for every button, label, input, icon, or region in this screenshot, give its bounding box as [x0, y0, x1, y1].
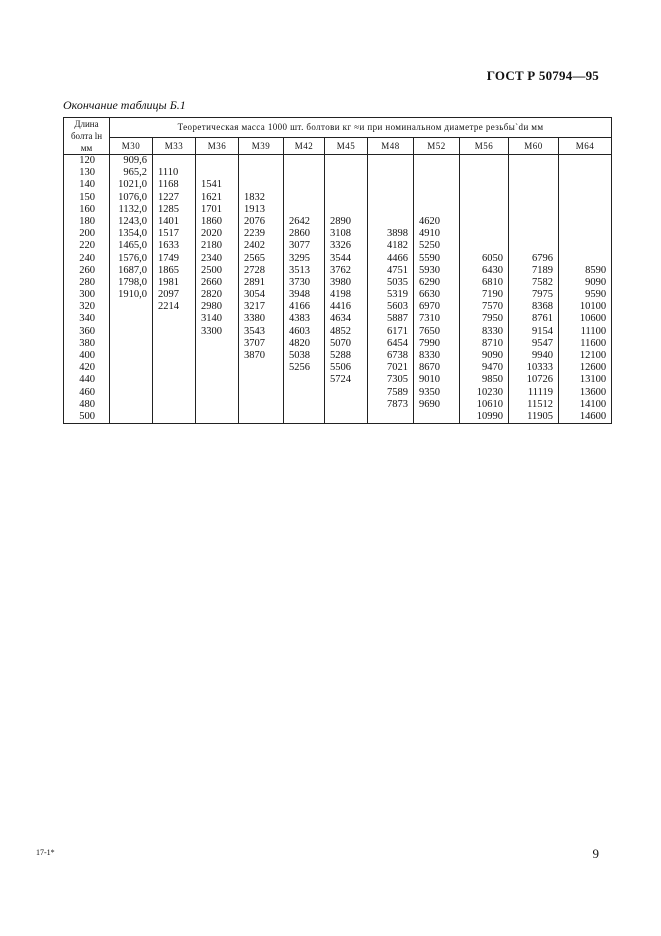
mass-value: 1227: [158, 191, 179, 203]
length-value: 440: [79, 374, 95, 386]
mass-value: 5930: [419, 264, 440, 276]
mass-column: [460, 155, 509, 424]
length-value: 140: [79, 179, 95, 191]
mass-value: 1798,0: [118, 276, 147, 288]
mass-column: [196, 155, 239, 424]
empty-cell: [325, 167, 367, 179]
mass-column: [284, 155, 325, 424]
mass-value: 1168: [158, 179, 179, 191]
empty-cell: [414, 155, 459, 167]
length-value: 220: [79, 240, 95, 252]
mass-value: 3948: [289, 289, 310, 301]
mass-column: [559, 155, 612, 424]
diameter-header-33: М33: [153, 137, 196, 154]
mass-value: 4383: [289, 313, 310, 325]
mass-value: 13600: [579, 386, 607, 398]
mass-value: 10100: [579, 301, 607, 313]
length-column: [64, 155, 110, 424]
length-value: 120: [79, 155, 95, 166]
mass-value: 8330: [419, 350, 440, 361]
length-value: 360: [79, 325, 95, 337]
empty-cell: [414, 179, 459, 191]
length-value: 180: [79, 215, 95, 227]
mass-value: 8368: [532, 301, 553, 313]
empty-cell: [460, 228, 508, 240]
diameter-header-30: М30: [110, 137, 153, 154]
document-standard-number: ГОСТ Р 50794—95: [486, 68, 599, 83]
diameter-header-56: М56: [460, 137, 509, 154]
empty-cell: [460, 179, 508, 191]
empty-cell: [509, 228, 558, 240]
mass-value: 4634: [330, 313, 351, 325]
empty-cell: [559, 253, 611, 265]
mass-value: 9010: [419, 374, 440, 386]
mass-value: 7582: [532, 276, 553, 288]
table-body-row: [64, 155, 612, 424]
mass-value: 4466: [387, 252, 408, 264]
mass-value: 7873: [387, 398, 408, 410]
mass-value: 1576,0: [118, 252, 147, 264]
mass-value: 3054: [244, 289, 265, 301]
mass-value: 3380: [244, 313, 265, 325]
diameter-header-64: М64: [559, 137, 612, 154]
mass-value: 5288: [330, 350, 351, 361]
length-value: 380: [79, 337, 95, 349]
mass-value: 1981: [158, 276, 179, 288]
diameter-header-39: М39: [239, 137, 284, 154]
length-value: 400: [79, 350, 95, 361]
mass-value: 2340: [201, 252, 222, 264]
mass-value: 5724: [330, 374, 351, 386]
mass-value: 14100: [579, 398, 607, 410]
mass-value: 4820: [289, 337, 310, 349]
empty-cell: [460, 192, 508, 204]
mass-value: 7189: [532, 264, 553, 276]
empty-cell: [559, 240, 611, 252]
page-number: 9: [592, 846, 599, 861]
mass-value: 7190: [482, 289, 503, 301]
length-value: 200: [79, 228, 95, 240]
mass-column: [110, 155, 153, 424]
mass-value: 2500: [201, 264, 222, 276]
empty-cell: [559, 155, 611, 167]
mass-value: 13100: [579, 374, 607, 386]
mass-value: 1687,0: [118, 264, 147, 276]
diameter-header-36: М36: [196, 137, 239, 154]
footer-note: 17-1*: [36, 848, 55, 857]
length-header-line-3: мм: [80, 143, 93, 153]
mass-value: 3730: [289, 276, 310, 288]
empty-cell: [509, 155, 558, 167]
mass-value: 8330: [482, 325, 503, 337]
mass-value: 3898: [387, 228, 408, 240]
empty-cell: [460, 216, 508, 228]
mass-value: 3980: [330, 276, 351, 288]
mass-value: 5319: [387, 289, 408, 301]
mass-column: [509, 155, 559, 424]
mass-value: 9090: [585, 276, 607, 288]
mass-column: [414, 155, 460, 424]
mass-value: 3295: [289, 252, 310, 264]
mass-value: 8670: [419, 362, 440, 374]
mass-value: 6430: [482, 264, 503, 276]
empty-cell: [460, 167, 508, 179]
length-value: 420: [79, 362, 95, 374]
empty-cell: [460, 155, 508, 167]
empty-cell: [559, 204, 611, 216]
mass-column: [153, 155, 196, 424]
mass-value: 9470: [482, 362, 503, 374]
mass-value: 10726: [526, 374, 553, 386]
length-header-line-1: Длина: [74, 119, 99, 129]
mass-value: 11905: [527, 410, 553, 422]
mass-value: 1285: [158, 203, 179, 215]
mass-value: 9850: [482, 374, 503, 386]
mass-value: 10990: [476, 410, 503, 422]
length-value: 480: [79, 398, 95, 410]
mass-value: 7950: [482, 313, 503, 325]
mass-value: 3513: [289, 264, 310, 276]
length-value: 340: [79, 313, 95, 325]
mass-value: 2642: [289, 215, 310, 227]
length-value: 260: [79, 264, 95, 276]
mass-value: 2076: [244, 215, 265, 227]
mass-span-header: Теоретическая масса 1000 шт. болтови кг ≈и при номинальном диаметре резьбы`dи мм: [110, 118, 612, 138]
mass-value: 5038: [289, 350, 310, 361]
mass-value: 1621: [201, 191, 222, 203]
empty-cell: [239, 179, 283, 191]
empty-cell: [239, 155, 283, 167]
mass-value: 2565: [244, 252, 265, 264]
empty-cell: [325, 155, 367, 167]
mass-value: 5250: [419, 240, 440, 252]
empty-cell: [325, 192, 367, 204]
mass-value: 5070: [330, 337, 351, 349]
mass-value: 1401: [158, 215, 179, 227]
mass-value: 5603: [387, 301, 408, 313]
mass-value: 7990: [419, 337, 440, 349]
mass-value: 4620: [419, 215, 440, 227]
mass-value: 6738: [387, 350, 408, 361]
mass-value: 6050: [482, 252, 503, 264]
mass-value: 1354,0: [118, 228, 147, 240]
mass-value: 11600: [580, 337, 607, 349]
mass-value: 3762: [330, 264, 351, 276]
empty-cell: [368, 167, 413, 179]
empty-cell: [460, 240, 508, 252]
empty-cell: [368, 204, 413, 216]
mass-value: 4416: [330, 301, 351, 313]
mass-value: 5256: [289, 362, 310, 374]
mass-value: 7021: [387, 362, 408, 374]
mass-value: 7650: [419, 325, 440, 337]
mass-value: 1243,0: [118, 215, 147, 227]
mass-value: 1021,0: [118, 179, 147, 191]
mass-value: 1132,0: [118, 203, 147, 215]
mass-value: 10600: [579, 313, 607, 325]
empty-cell: [284, 167, 324, 179]
mass-value: 1517: [158, 228, 179, 240]
mass-value: 2820: [201, 289, 222, 301]
mass-value: 3300: [201, 325, 222, 337]
mass-value: 2020: [201, 228, 222, 240]
mass-value: 2214: [158, 301, 179, 313]
mass-value: 7310: [419, 313, 440, 325]
mass-value: 2890: [330, 215, 351, 227]
diameter-header-row: [64, 137, 612, 154]
mass-value: 4910: [419, 228, 440, 240]
mass-column: [325, 155, 368, 424]
mass-value: 2891: [244, 276, 265, 288]
mass-value: 9547: [532, 337, 553, 349]
mass-value: 14600: [579, 410, 607, 422]
empty-cell: [414, 192, 459, 204]
table-caption: Окончание таблицы Б.1: [63, 98, 186, 112]
empty-cell: [414, 204, 459, 216]
mass-value: 2728: [244, 264, 265, 276]
mass-value: 3870: [244, 350, 265, 361]
mass-value: 2402: [244, 240, 265, 252]
mass-column: [368, 155, 414, 424]
mass-value: 6810: [482, 276, 503, 288]
mass-value: 1913: [244, 203, 265, 215]
mass-value: 2980: [201, 301, 222, 313]
mass-value: 6454: [387, 337, 408, 349]
empty-cell: [196, 155, 238, 167]
mass-value: 7975: [532, 289, 553, 301]
empty-cell: [559, 167, 611, 179]
diameter-header-45: М45: [325, 137, 368, 154]
length-value: 240: [79, 252, 95, 264]
empty-cell: [325, 204, 367, 216]
mass-value: 6796: [532, 252, 553, 264]
empty-cell: [414, 167, 459, 179]
mass-value: 6171: [387, 325, 408, 337]
empty-cell: [559, 192, 611, 204]
mass-value: 4852: [330, 325, 351, 337]
mass-value: 965,2: [123, 167, 147, 179]
mass-value: 3326: [330, 240, 351, 252]
empty-cell: [509, 240, 558, 252]
length-value: 460: [79, 386, 95, 398]
mass-value: 4198: [330, 289, 351, 301]
mass-value: 1701: [201, 203, 222, 215]
diameter-header-42: М42: [284, 137, 325, 154]
mass-value: 5035: [387, 276, 408, 288]
mass-value: 4603: [289, 325, 310, 337]
empty-cell: [559, 216, 611, 228]
mass-value: 3543: [244, 325, 265, 337]
length-value: 300: [79, 289, 95, 301]
empty-cell: [509, 167, 558, 179]
mass-value: 8761: [532, 313, 553, 325]
mass-value: 4182: [387, 240, 408, 252]
mass-value: 8590: [585, 264, 607, 276]
mass-value: 11119: [527, 386, 553, 398]
length-value: 150: [79, 191, 95, 203]
empty-cell: [284, 179, 324, 191]
empty-cell: [284, 155, 324, 167]
empty-cell: [460, 204, 508, 216]
mass-value: 10230: [476, 386, 503, 398]
diameter-header-48: М48: [368, 137, 414, 154]
mass-value: 3707: [244, 337, 265, 349]
diameter-header-60: М60: [509, 137, 559, 154]
mass-value: 9350: [419, 386, 440, 398]
mass-value: 7305: [387, 374, 408, 386]
empty-cell: [368, 155, 413, 167]
empty-cell: [153, 155, 195, 167]
empty-cell: [239, 167, 283, 179]
length-value: 280: [79, 276, 95, 288]
mass-value: 1465,0: [118, 240, 147, 252]
mass-value: 11100: [580, 325, 607, 337]
mass-value: 7589: [387, 386, 408, 398]
mass-value: 7570: [482, 301, 503, 313]
mass-value: 12100: [579, 350, 607, 361]
mass-value: 5887: [387, 313, 408, 325]
empty-cell: [368, 179, 413, 191]
mass-value: 1633: [158, 240, 179, 252]
mass-value: 4751: [387, 264, 408, 276]
mass-value: 1110: [158, 167, 179, 179]
diameter-header-52: М52: [414, 137, 460, 154]
mass-value: 2180: [201, 240, 222, 252]
empty-cell: [509, 192, 558, 204]
empty-cell: [368, 216, 413, 228]
empty-cell: [509, 204, 558, 216]
mass-value: 2239: [244, 228, 265, 240]
mass-value: 1910,0: [118, 289, 147, 301]
bolt-mass-table: [63, 117, 612, 424]
empty-cell: [559, 179, 611, 191]
mass-value: 3140: [201, 313, 222, 325]
mass-value: 1860: [201, 215, 222, 227]
mass-value: 3108: [330, 228, 351, 240]
length-value: 500: [79, 410, 95, 422]
mass-value: 1076,0: [118, 191, 147, 203]
mass-value: 1749: [158, 252, 179, 264]
empty-cell: [284, 204, 324, 216]
mass-column: [239, 155, 284, 424]
mass-value: 5506: [330, 362, 351, 374]
empty-cell: [509, 179, 558, 191]
mass-value: 1865: [158, 264, 179, 276]
mass-value: 11512: [527, 398, 553, 410]
empty-cell: [284, 192, 324, 204]
mass-value: 2660: [201, 276, 222, 288]
mass-value: 5590: [419, 252, 440, 264]
mass-value: 9154: [532, 325, 553, 337]
mass-value: 3544: [330, 252, 351, 264]
mass-value: 4166: [289, 301, 310, 313]
mass-value: 8710: [482, 337, 503, 349]
mass-value: 9940: [532, 350, 553, 361]
empty-cell: [196, 167, 238, 179]
mass-value: 1832: [244, 191, 265, 203]
mass-value: 10333: [526, 362, 553, 374]
mass-value: 9090: [482, 350, 503, 361]
mass-value: 2097: [158, 289, 179, 301]
mass-value: 3217: [244, 301, 265, 313]
empty-cell: [509, 216, 558, 228]
length-value: 320: [79, 301, 95, 313]
mass-value: 10610: [476, 398, 503, 410]
mass-value: 6290: [419, 276, 440, 288]
empty-cell: [559, 228, 611, 240]
length-value: 160: [79, 203, 95, 215]
empty-cell: [368, 192, 413, 204]
empty-cell: [325, 179, 367, 191]
mass-value: 1541: [201, 179, 222, 191]
mass-value: 3077: [289, 240, 310, 252]
mass-value: 12600: [579, 362, 607, 374]
length-value: 130: [79, 167, 95, 179]
mass-value: 9690: [419, 398, 440, 410]
mass-value: 2860: [289, 228, 310, 240]
length-header-line-2: болта lн: [70, 131, 103, 141]
mass-value: 9590: [585, 289, 607, 301]
mass-value: 909,6: [123, 155, 147, 166]
mass-value: 6970: [419, 301, 440, 313]
mass-value: 6630: [419, 289, 440, 301]
length-column-header: [64, 118, 110, 155]
